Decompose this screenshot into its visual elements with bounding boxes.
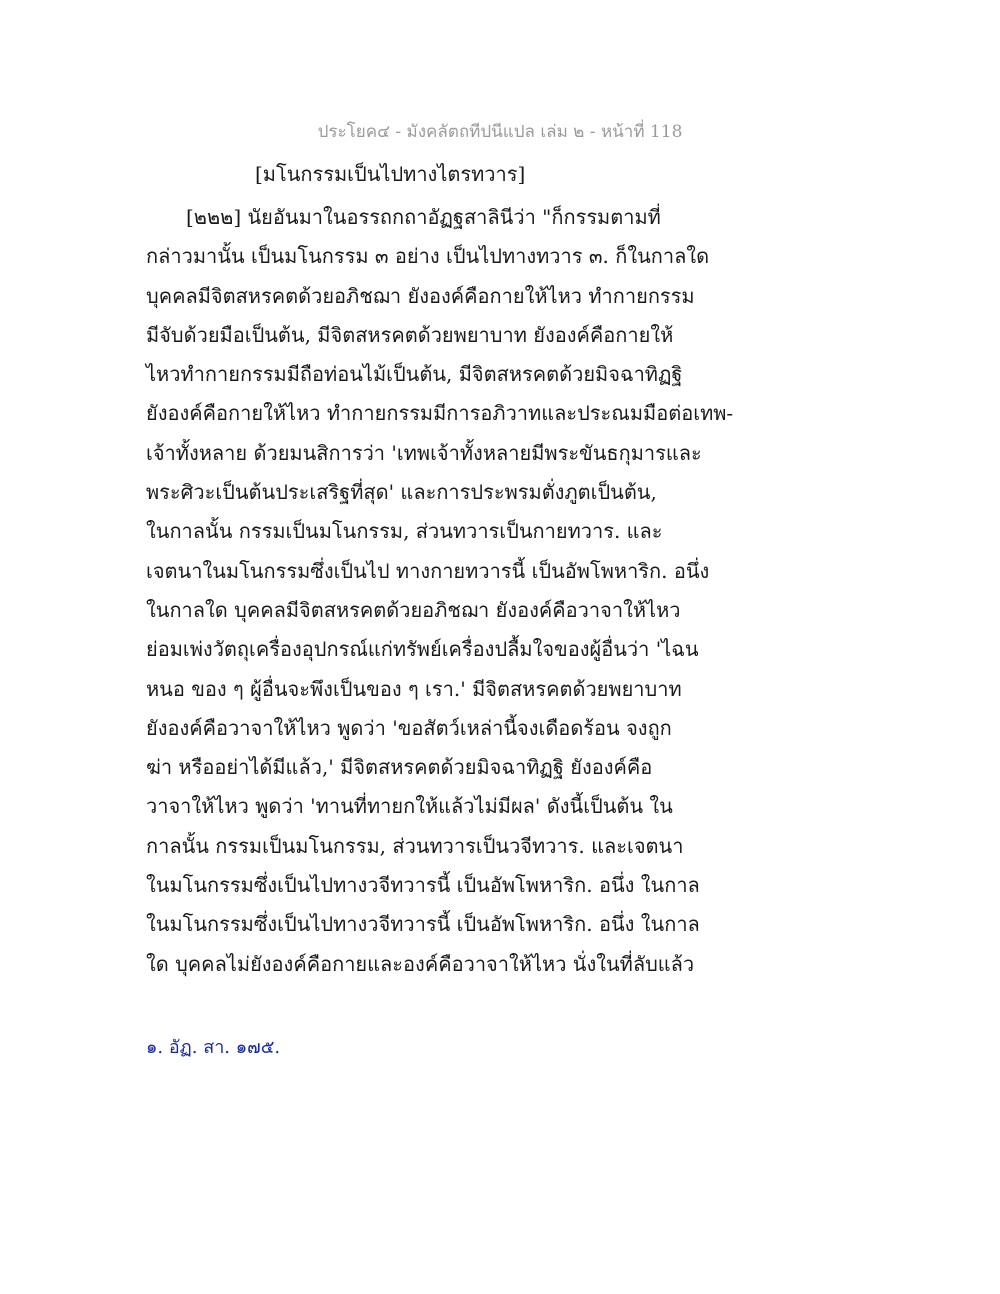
body-line: ฆ่า หรืออย่าได้มีแล้ว,' มีจิตสหรคตด้วยมิจฉาทิฏฐิ ยังองค์คือ	[146, 755, 653, 780]
body-line: ใด บุคคลไม่ยังองค์คือกายและองค์คือวาจาให้ไหว นั่งในที่ลับแล้ว	[146, 951, 695, 976]
body-line: วาจาให้ไหว พูดว่า 'ทานที่ทายกให้แล้วไม่มีผล' ดังนี้เป็นต้น ใน	[146, 794, 673, 819]
body-line: ไหวทำกายกรรมมีถือท่อนไม้เป็นต้น, มีจิตสหรคตด้วยมิจฉาทิฏฐิ	[146, 362, 683, 387]
header-page-number: หน้าที่ 118	[600, 122, 683, 142]
running-header	[0, 118, 1000, 145]
body-line: ยังองค์คือวาจาให้ไหว พูดว่า 'ขอสัตว์เหล่านี้จงเดือดร้อน จงถูก	[146, 715, 672, 740]
body-line: มีจับด้วยมือเป็นต้น, มีจิตสหรคตด้วยพยาบาท ยังองค์คือกายให้	[146, 322, 674, 347]
body-line: เจ้าทั้งหลาย ด้วยมนสิการว่า 'เทพเจ้าทั้งหลายมีพระขันธกุมารและ	[146, 440, 702, 465]
body-line: ในกาลนั้น กรรมเป็นมโนกรรม, ส่วนทวารเป็นกายทวาร. และ	[146, 519, 663, 544]
body-line: ในกาลใด บุคคลมีจิตสหรคตด้วยอภิชฌา ยังองค์คือวาจาให้ไหว	[146, 597, 681, 622]
body-line: [๒๒๒] นัยอันมาในอรรถกถาอัฏฐสาลินีว่า "ก็กรรมตามที่	[186, 205, 661, 229]
body-line: หนอ ของ ๆ ผู้อื่นจะพึงเป็นของ ๆ เรา.' มีจิตสหรคตด้วยพยาบาท	[146, 676, 682, 701]
footnote: ๑. อัฏ. สา. ๑๗๕.	[146, 1037, 281, 1058]
section-heading: [มโนกรรมเป็นไปทางไตรทวาร]	[255, 162, 526, 186]
body-line: ย่อมเพ่งวัตถุเครื่องอุปกรณ์แก่ทรัพย์เครื่องปลื้มใจของผู้อื่นว่า 'ไฉน	[146, 637, 699, 662]
body-line: พระศิวะเป็นต้นประเสริฐที่สุด' และการประพรมตั่งภูตเป็นต้น,	[146, 480, 657, 505]
body-line: เจตนาในมโนกรรมซึ่งเป็นไป ทางกายทวารนี้ เป็นอัพโพหาริก. อนึ่ง	[146, 558, 710, 583]
header-separator: -	[584, 122, 601, 142]
header-book-title: ประโยค๔ - มังคลัตถทีปนีแปล เล่ม ๒	[317, 122, 585, 142]
body-line: กล่าวมานั้น เป็นมโนกรรม ๓ อย่าง เป็นไปทางทวาร ๓. ก็ในกาลใด	[146, 244, 710, 269]
body-line: บุคคลมีจิตสหรคตด้วยอภิชฌา ยังองค์คือกายให้ไหว ทำกายกรรม	[146, 283, 695, 308]
body-line: ยังองค์คือกายให้ไหว ทำกายกรรมมีการอภิวาทและประณมมือต่อเทพ-	[146, 401, 734, 426]
body-line: กาลนั้น กรรมเป็นมโนกรรม, ส่วนทวารเป็นวจีทวาร. และเจตนา	[146, 833, 684, 858]
body-line: ในมโนกรรมซึ่งเป็นไปทางวจีทวารนี้ เป็นอัพโพหาริก. อนึ่ง ในกาล	[146, 912, 700, 937]
body-text	[146, 198, 734, 984]
body-line: ในมโนกรรมซึ่งเป็นไปทางวจีทวารนี้ เป็นอัพโพหาริก. อนึ่ง ในกาล	[146, 873, 700, 898]
